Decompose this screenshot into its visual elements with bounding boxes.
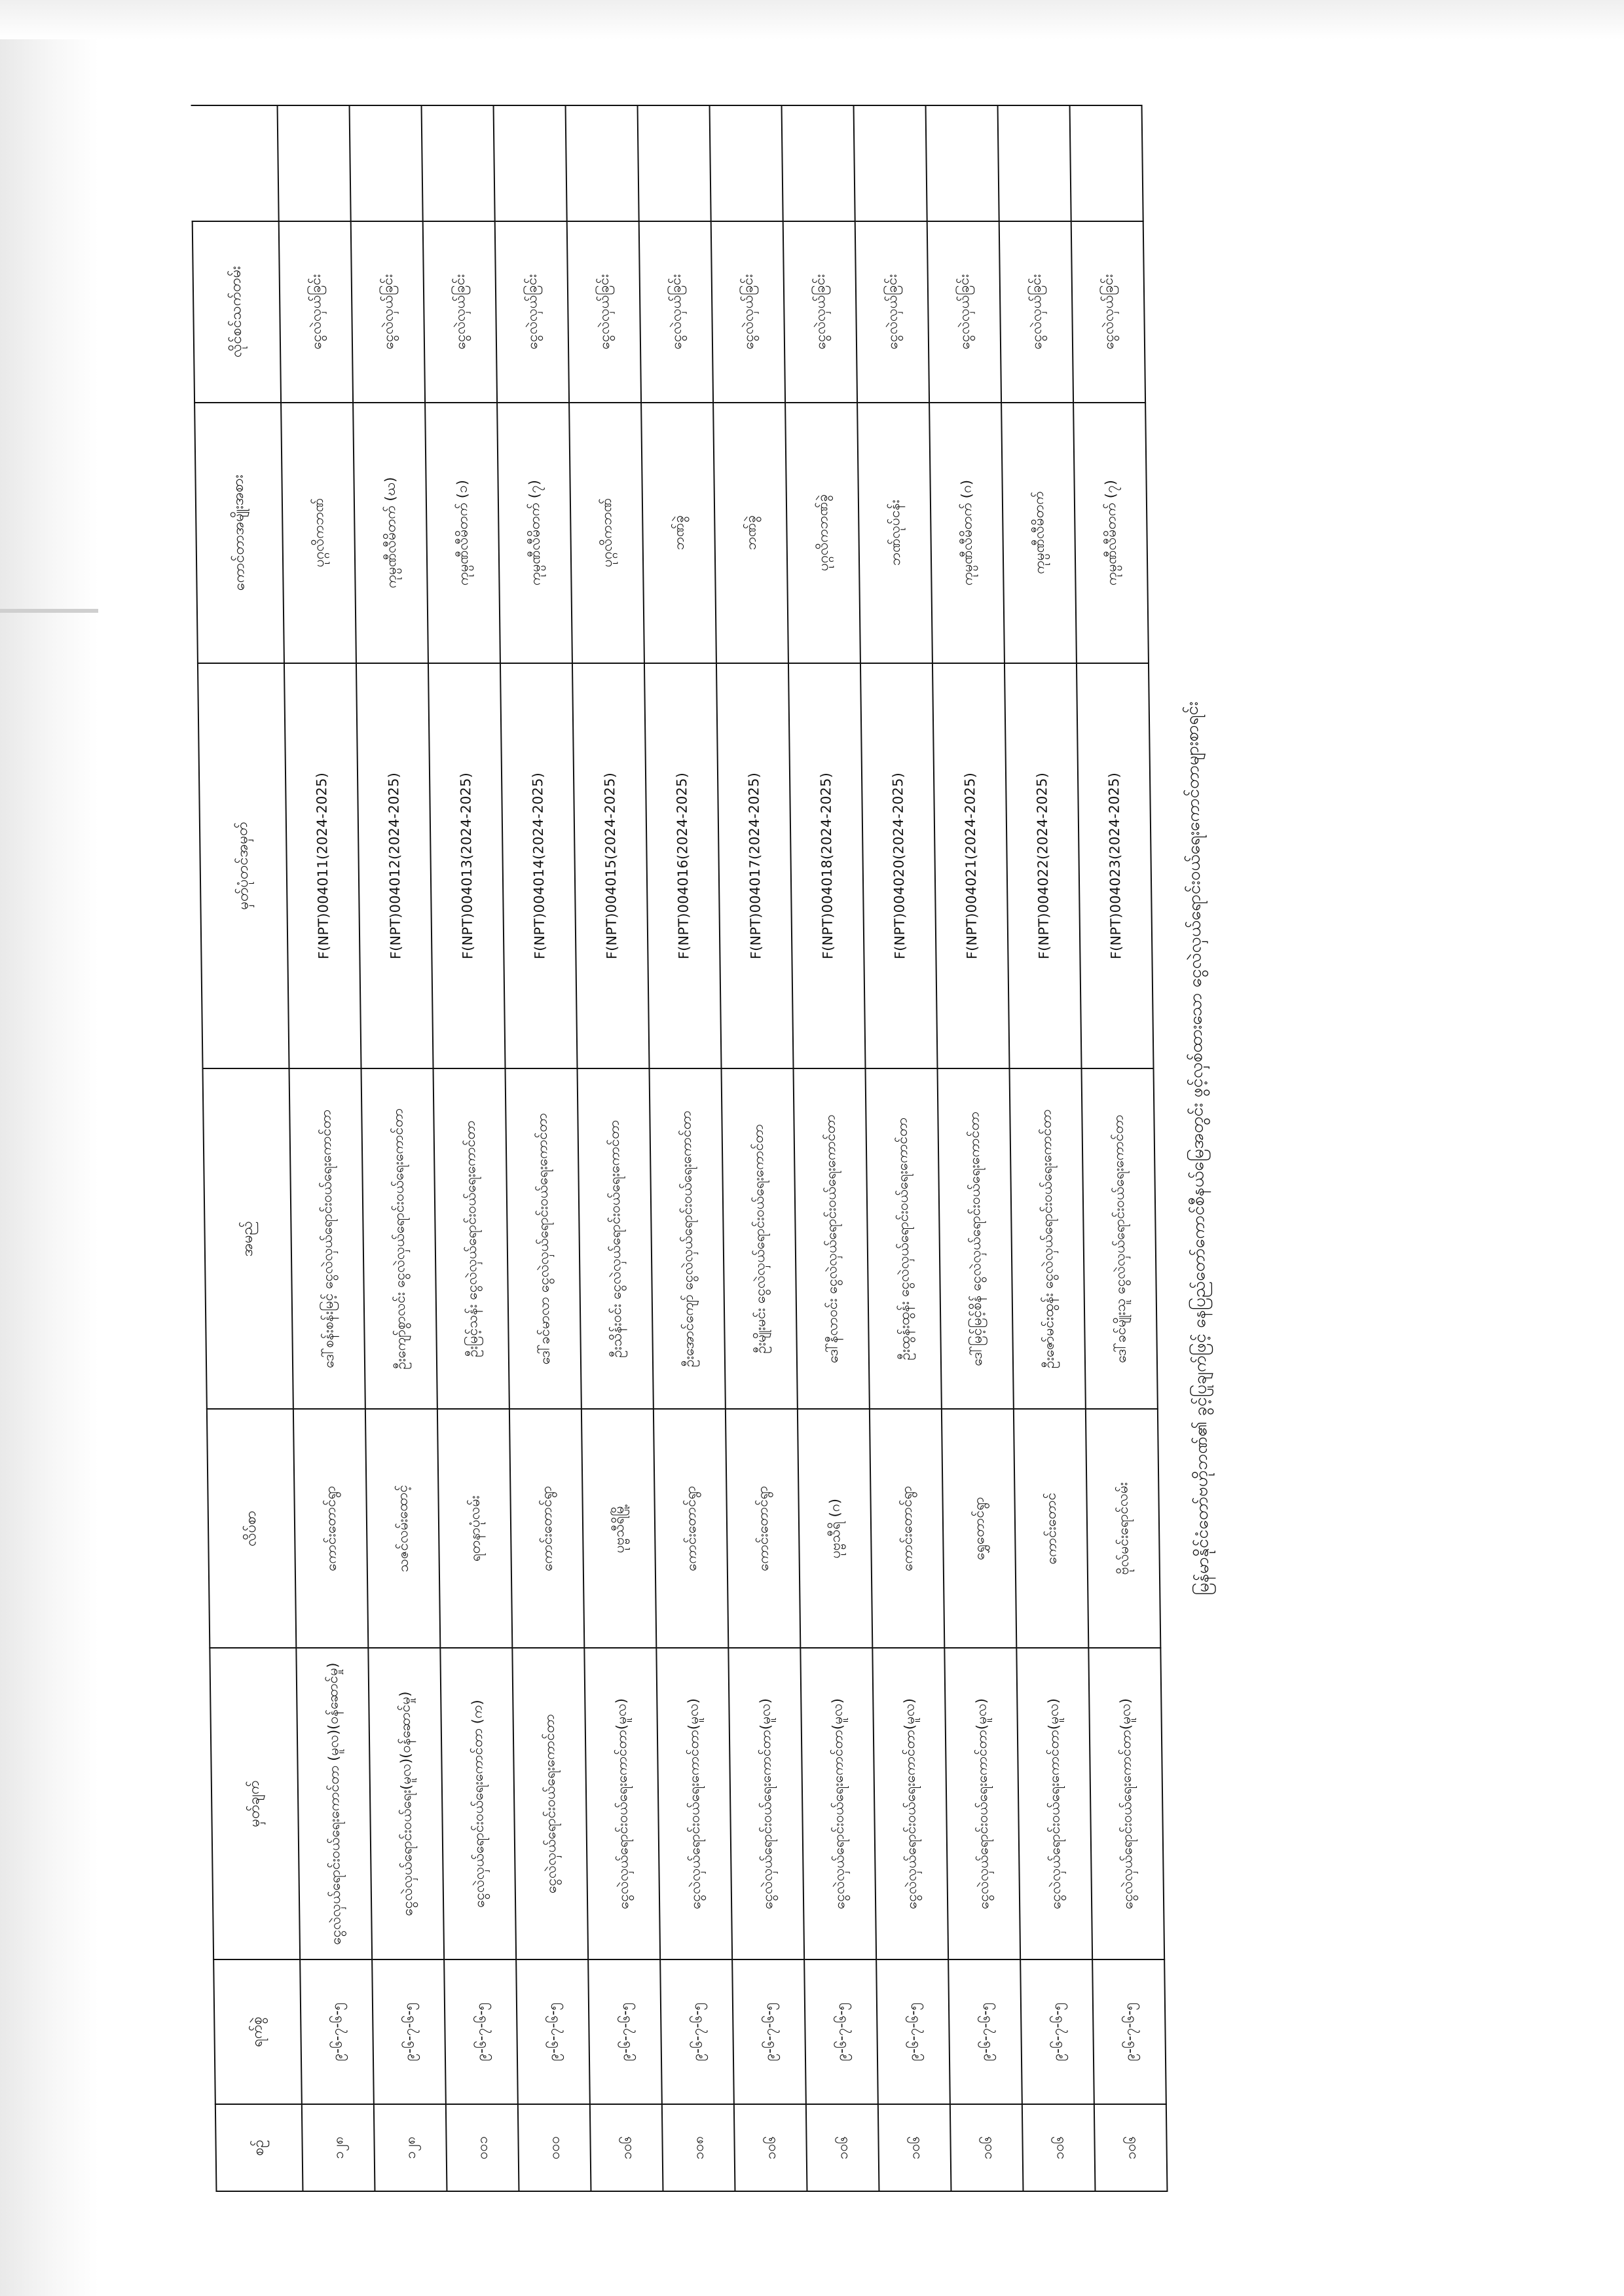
cell-remark: ငွေလဲလှယ်ရောင်းဝယ်ရေးကောင်တာ (က): [440, 1648, 516, 1959]
header-address: လိပ်စာ: [207, 1409, 296, 1648]
cell-status: ငွေလဲလှယ်ခြင်း: [999, 221, 1073, 403]
cell-counter-type: ကုမ္ပဏီလီမိတက်: [1001, 402, 1077, 663]
cell-date: ၉-၆-၇-၆-၅: [1020, 1959, 1094, 2104]
cell-date: ၉-၆-၇-၆-၅: [588, 1959, 662, 2104]
cell-remark: ငွေလဲလှယ်ရောင်းဝယ်ရေးကောင်တာ(မူလ): [800, 1648, 876, 1959]
cell-serial: ၁၀၆: [1094, 2104, 1168, 2191]
cell-status: ငွေလဲလှယ်ခြင်း: [567, 221, 641, 403]
header-registration: မှတ်ပုံတင်အမှတ်: [198, 663, 289, 1068]
cell-counter-type: ဘဏ်ခွဲ: [713, 402, 788, 663]
cell-registration: F(NPT)004022(2024-2025): [1005, 663, 1082, 1068]
cell-blank: [854, 105, 927, 221]
cell-name: ဦးကျော်စွာလင်း ငွေလဲလှယ်ရောင်းဝယ်ရေးကောင်တာ: [361, 1068, 437, 1409]
cell-registration: F(NPT)004013(2024-2025): [428, 663, 506, 1068]
cell-registration: F(NPT)004014(2024-2025): [500, 663, 578, 1068]
cell-address: ကောင်းတောင်ရွာ: [726, 1409, 800, 1648]
scan-page-corner-line: [0, 609, 98, 613]
cell-name: ဦးဇော်မင်းထွန်း ငွေလဲလှယ်ရောင်းဝယ်ရေးကောင်တာ: [1010, 1068, 1086, 1409]
cell-counter-type: ကုမ္ပဏီလီမိတက် (ဃ): [353, 402, 428, 663]
cell-name: ဒေါ်နီလာဝင်း ငွေလဲလှယ်ရောင်းဝယ်ရေးကောင်တာ: [794, 1068, 870, 1409]
cell-registration: F(NPT)004020(2024-2025): [860, 663, 938, 1068]
cell-date: ၉-၆-၇-၆-၅: [300, 1959, 374, 2104]
cell-blank: [782, 105, 855, 221]
cell-serial: ၁၀၈: [662, 2104, 735, 2191]
cell-status: ငွေလဲလှယ်ခြင်း: [495, 221, 569, 403]
cell-remark: ငွေလဲလှယ်ရောင်းဝယ်ရေးကောင်တာ(မူလ): [728, 1648, 804, 1959]
cell-date: ၉-၆-၇-၆-၅: [516, 1959, 590, 2104]
cell-date: ၉-၆-၇-၆-၅: [372, 1959, 446, 2104]
cell-blank: [278, 105, 351, 221]
cell-name: ဒေါ်ခင်မာလာ ငွေလဲလှယ်ရောင်းဝယ်ရေးကောင်တာ: [506, 1068, 581, 1409]
cell-address: ရွှေတောင်ရွာ: [942, 1409, 1016, 1648]
cell-status: ငွေလဲလှယ်ခြင်း: [783, 221, 857, 403]
cell-address: ရတနာပုံလမ်း: [437, 1409, 512, 1648]
cell-counter-type: ဘဏ်ခွဲ: [641, 402, 716, 663]
cell-blank: [494, 105, 567, 221]
cell-date: ၉-၆-၇-၆-၅: [660, 1959, 734, 2104]
cell-name: ဦးသိန်းဝင်း ငွေလဲလှယ်ရောင်းဝယ်ရေးကောင်တာ: [578, 1068, 654, 1409]
header-serial: စဉ်: [215, 2104, 303, 2191]
cell-name: ဒေါ်မြင့်မြင့်စိန် ငွေလဲလှယ်ရောင်းဝယ်ရေးကောင်တာ: [938, 1068, 1014, 1409]
cell-serial: ၁၀၆: [1022, 2104, 1096, 2191]
cell-address: ကောင်းတောင်ရွာ: [509, 1409, 584, 1648]
cell-blank: [1070, 105, 1143, 221]
cell-serial: ၁၀၆: [878, 2104, 951, 2191]
cell-date: ၉-၆-၇-၆-၅: [1092, 1959, 1166, 2104]
document-title-line: မြန်မာနိုင်ငံတော်ဗဟိုဘဏ်၏ ခွင့်ပြုချက်ဖြင့် နေပြည်တော်ကောင်စီနယ်မြေအတွင်း ဖွင့်လှစ်ထားသော ငွေလဲလှယ်ရောင်းဝယ်ရေးကောင်တာများစာရင်း: [1182, 701, 1213, 1595]
cell-status: ငွေလဲလှယ်ခြင်း: [279, 221, 353, 403]
cell-registration: F(NPT)004017(2024-2025): [716, 663, 794, 1068]
rotated-table-container: [164, 81, 1460, 2215]
cell-serial: ၁၀၆: [950, 2104, 1024, 2191]
cell-status: ငွေလဲလှယ်ခြင်း: [1071, 221, 1145, 403]
cell-remark: ငွေလဲလှယ်ရောင်းဝယ်ရေးကောင်တာ(မူလ): [872, 1648, 948, 1959]
cell-name: ဒေါ်ခင်မျိုးသူ ငွေလဲလှယ်ရောင်းဝယ်ရေးကောင်တာ: [1082, 1068, 1158, 1409]
document-title: [1173, 107, 1224, 2189]
scan-edge-shadow-left: [0, 0, 98, 2296]
header-remark: မှတ်ချက်: [210, 1648, 300, 1959]
cell-registration: F(NPT)004021(2024-2025): [932, 663, 1010, 1068]
exchange-counters-table: [191, 105, 1168, 2192]
cell-address: ပုဗ္ဗသီရိ (ဂ): [798, 1409, 872, 1648]
cell-name: ဦးအောင်ကျော် ငွေလဲလှယ်ရောင်းဝယ်ရေးကောင်တာ: [650, 1068, 726, 1409]
cell-date: ၉-၆-၇-၆-၅: [948, 1959, 1022, 2104]
cell-status: ငွေလဲလှယ်ခြင်း: [711, 221, 785, 403]
header-name: အမည်: [203, 1068, 293, 1409]
cell-address: ကောင်းတောင်ရွာ: [654, 1409, 728, 1648]
cell-serial: ၁၀၆: [806, 2104, 879, 2191]
cell-remark: ငွေလဲလှယ်ရောင်းဝယ်ရေးကောင်တာ(မူလ): [656, 1648, 732, 1959]
cell-registration: F(NPT)004016(2024-2025): [644, 663, 722, 1068]
cell-address: ကောင်းတောင်: [1014, 1409, 1088, 1648]
cell-registration: F(NPT)004023(2024-2025): [1077, 663, 1154, 1068]
cell-serial: ၀၀၀: [518, 2104, 591, 2191]
cell-date: ၉-၆-၇-၆-၅: [444, 1959, 518, 2104]
cell-blank: [998, 105, 1071, 221]
cell-address: သဇင်လမ်းထောင့်: [365, 1409, 440, 1648]
cell-counter-type: ကုမ္ပဏီလီမိတက် (ဂ): [929, 402, 1005, 663]
cell-remark: ငွေလဲလှယ်ရောင်းဝယ်ရေးကောင်တာ(မူလ): [584, 1648, 660, 1959]
header-counter-type: ကောင်တာအမျိုးအစား: [194, 402, 284, 663]
cell-status: ငွေလဲလှယ်ခြင်း: [423, 221, 497, 403]
cell-serial: ၁၂၈: [302, 2104, 375, 2191]
cell-status: ငွေလဲလှယ်ခြင်း: [927, 221, 1001, 403]
cell-serial: ၀၀၁: [446, 2104, 519, 2191]
cell-blank: [638, 105, 711, 221]
cell-date: ၉-၆-၇-၆-၅: [876, 1959, 950, 2104]
cell-counter-type: ကုမ္ပဏီလီမိတက် (၇): [497, 402, 572, 663]
cell-blank: [422, 105, 495, 221]
cell-status: ငွေလဲလှယ်ခြင်း: [351, 221, 425, 403]
cell-remark: ငွေလဲလှယ်ရောင်းဝယ်ရေးကောင်တာ (မူလ)(ဝန်ဆောင်မှု): [296, 1648, 372, 1959]
scan-edge-shadow-top: [0, 0, 1624, 39]
cell-status: ငွေလဲလှယ်ခြင်း: [855, 221, 929, 403]
cell-address: ကောင်းတောင်ရွာ: [870, 1409, 944, 1648]
cell-remark: ငွေလဲလှယ်ရောင်းဝယ်ရေးကောင်တာ(မူလ): [1088, 1648, 1164, 1959]
cell-status: ငွေလဲလှယ်ခြင်း: [639, 221, 713, 403]
cell-remark: ငွေလဲလှယ်ရောင်းဝယ်ရေးကောင်တာ(မူလ): [1016, 1648, 1092, 1959]
cell-serial: ၁၀၆: [590, 2104, 663, 2191]
cell-remark: ငွေလဲလှယ်ရောင်းဝယ်ရေးကောင်တာ: [512, 1648, 588, 1959]
cell-blank: [710, 105, 783, 221]
cell-counter-type: ကုမ္ပဏီလီမိတက် (၇): [1073, 402, 1149, 663]
cell-blank: [566, 105, 639, 221]
cell-counter-type: ပုဂ္ဂလိကဘဏ်ခွဲ: [785, 402, 860, 663]
cell-registration: F(NPT)004011(2024-2025): [284, 663, 361, 1068]
cell-remark: ငွေလဲလှယ်ရောင်းဝယ်ရေး(မူလ)(ဝန်ဆောင်မှု): [368, 1648, 444, 1959]
cell-serial: ၁၀၆: [734, 2104, 807, 2191]
header-date: ရက်စွဲ: [213, 1959, 302, 2104]
cell-counter-type: ကုမ္ပဏီလီမိတက် (၁): [425, 402, 500, 663]
cell-blank: [926, 105, 999, 221]
header-blank: [191, 105, 279, 221]
cell-date: ၉-၆-၇-၆-၅: [732, 1959, 806, 2104]
cell-registration: F(NPT)004018(2024-2025): [788, 663, 866, 1068]
cell-address: ပုဗ္ဗသီရိမြို့: [581, 1409, 656, 1648]
cell-name: ဦးထွန်းထွန်း ငွေလဲလှယ်ရောင်းဝယ်ရေးကောင်တာ: [866, 1068, 942, 1409]
cell-counter-type: ပုဂ္ဂလိကဘဏ်: [281, 402, 356, 663]
table-body: [278, 105, 1168, 2191]
cell-name: ဒေါ်စန်းစန်းမြင့် ငွေလဲလှယ်ရောင်းဝယ်ရေးကောင်တာ: [289, 1068, 365, 1409]
cell-registration: F(NPT)004012(2024-2025): [356, 663, 434, 1068]
cell-counter-type: ဘဏ်လုပ်ငန်း: [857, 402, 932, 663]
cell-address: ဗိုလ်မင်းရောင်လမ်း: [1086, 1409, 1160, 1648]
cell-remark: ငွေလဲလှယ်ရောင်းဝယ်ရေးကောင်တာ(မူလ): [944, 1648, 1020, 1959]
cell-name: ဦးမြင့်သန်း ငွေလဲလှယ်ရောင်းဝယ်ရေးကောင်တာ: [434, 1068, 509, 1409]
cell-name: ဦးမျိုးမင်း ငွေလဲလှယ်ရောင်းဝယ်ရေးကောင်တာ: [722, 1068, 798, 1409]
cell-registration: F(NPT)004015(2024-2025): [572, 663, 650, 1068]
cell-counter-type: ပုဂ္ဂလိကဘဏ်: [569, 402, 644, 663]
cell-address: ကောင်းတောင်ရွာ: [293, 1409, 368, 1648]
header-status: လိုင်စင်သက်တမ်း: [193, 221, 281, 403]
cell-blank: [350, 105, 423, 221]
cell-date: ၉-၆-၇-၆-၅: [804, 1959, 878, 2104]
cell-serial: ၁၂၈: [374, 2104, 447, 2191]
